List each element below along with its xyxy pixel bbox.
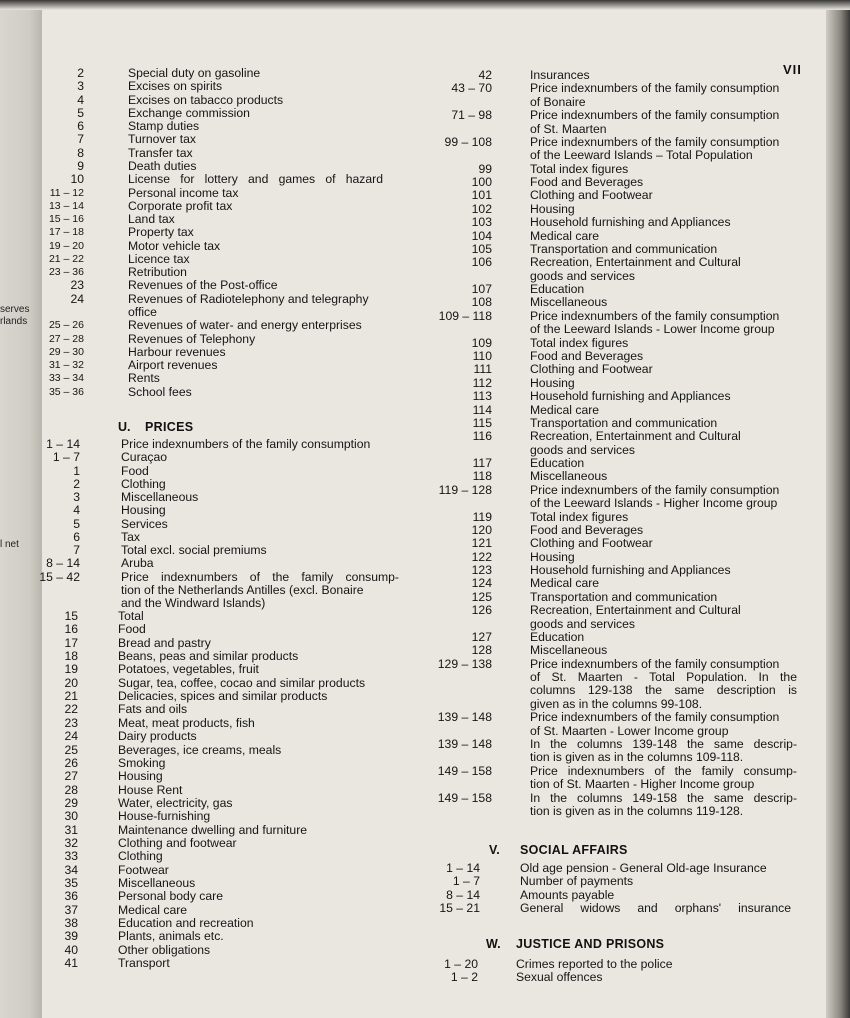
entry-description: Transport [118,956,170,971]
entry-column-number: 109 – 118 [438,308,492,323]
section-title-justice: JUSTICE AND PRISONS [516,937,665,951]
entry-column-number: 113 [472,389,492,404]
entry-description: Stamp duties [128,119,200,134]
entry-column-number: 126 [471,603,492,618]
entry-description: Curaçao [121,450,168,465]
entry-column-number: 119 – 128 [438,482,492,497]
entry-description: Total [118,609,144,623]
entry-description: Excises on tabacco products [128,92,284,107]
entry-column-number: 115 [472,415,492,430]
entry-description: Fats and oils [118,702,188,717]
entry-description: Services [121,516,168,531]
entry-column-number: 31 [64,822,78,837]
entry-description: Airport revenues [128,358,218,373]
entry-column-number: 2 [73,476,80,491]
entry-column-number: 4 [77,92,84,107]
section-letter-u: U. [118,420,131,434]
entry-description: Transportation and communication [530,589,718,604]
entry-description: Delicacies, spices and similar products [118,689,328,704]
entry-column-number: 1 [73,463,80,478]
entry-description: of St. Maarten - Total Population. In the [530,670,797,685]
entry-description: In the columns 139-148 the same descrip- [530,737,797,751]
entry-description: Total index figures [530,161,629,176]
entry-column-number: 26 [64,755,78,770]
entry-column-number: 1 – 7 [452,874,480,889]
entry-column-number: 149 – 158 [437,763,492,778]
entry-description: Education and recreation [118,916,254,931]
entry-description: Education [530,456,585,471]
entry-description: Transportation and communication [530,241,718,256]
entry-description: Special duty on gasoline [128,66,261,80]
entry-column-number: 8 – 14 [46,556,80,571]
entry-description: Price indexnumbers of the family consumption [530,308,780,323]
entry-column-number: 1 – 20 [444,957,478,971]
entry-column-number: 6 [73,529,80,544]
entry-column-number: 10 [70,172,84,187]
entry-description: Crimes reported to the police [516,957,673,971]
entry-column-number: 30 [64,809,78,824]
entry-column-number: 22 [64,702,78,717]
entry-column-number: 23 [64,715,78,730]
entry-description: Price indexnumbers of the family consumption [121,437,371,451]
entry-column-number: 116 [472,429,492,444]
entry-description: Revenues of water- and energy enterprises [128,318,362,333]
entry-description: House Rent [118,782,183,797]
entry-description: Medical care [530,228,600,243]
entry-column-number: 100 [471,175,492,190]
page-number: VII [783,62,802,77]
entry-column-number: 13 – 14 [48,199,84,212]
entry-description: tion is given as in the columns 109-118. [530,750,744,765]
entry-description: tion is given as in the columns 119-128. [530,803,744,818]
entry-description: tion of St. Maarten - Higher Income group [530,777,755,792]
entry-column-number: 27 – 28 [48,332,84,345]
entry-description: Food and Beverages [530,175,644,190]
entry-description: Beverages, ice creams, meals [118,742,282,757]
entry-description: Tax [121,529,140,544]
entry-description: Recreation, Entertainment and Cultural [530,603,741,618]
entry-description: Food [121,463,149,478]
entry-column-number: 1 – 2 [450,970,478,985]
entry-column-number: 32 [64,835,78,850]
entry-column-number: 104 [471,228,492,243]
entry-column-number: 117 [472,456,492,471]
section-letter-w: W. [486,937,501,951]
entry-description: Licence tax [128,251,190,266]
entry-description: Clothing and footwear [118,835,237,850]
entry-column-number: 35 [64,876,78,890]
entry-description: Exchange commission [128,105,250,120]
entry-column-number: 139 – 148 [437,710,492,725]
entry-column-number: 110 [472,348,492,363]
entry-description: goods and services [530,616,636,631]
entry-description: Number of payments [520,874,634,889]
entry-description: of Bonaire [530,94,586,109]
entry-column-number: 28 [64,782,78,797]
entry-column-number: 24 [70,291,84,306]
entry-description: of St. Maarten - Lower Income group [530,723,729,738]
entry-description: Miscellaneous [530,295,608,310]
entry-description: Housing [121,503,166,518]
entry-description: Education [530,629,585,644]
entry-description: tion of the Netherlands Antilles (excl. Bonaire [121,582,364,597]
entry-column-number: 23 – 36 [48,266,84,279]
entry-description: columns 129-138 the same description is [530,683,797,698]
entry-column-number: 33 – 34 [48,372,84,385]
entry-column-number: 121 [471,536,492,551]
entry-description: Food and Beverages [530,348,644,363]
entry-column-number: 19 [64,662,78,677]
entry-column-number: 103 [471,215,492,230]
entry-description: office [128,305,157,320]
entry-description: Food and Beverages [530,522,644,537]
entry-column-number: 29 – 30 [48,345,84,358]
entry-column-number: 105 [471,241,492,256]
entry-column-number: 129 – 138 [437,656,492,671]
entry-description: Maintenance dwelling and furniture [118,822,308,837]
entry-description: Potatoes, vegetables, fruit [118,662,259,677]
entry-column-number: 127 [471,629,492,644]
entry-column-number: 5 [73,516,80,531]
entry-column-number: 101 [471,188,492,203]
entry-column-number: 17 [64,635,78,650]
entry-column-number: 42 [478,68,492,82]
entry-column-number: 9 [77,158,84,173]
entry-description: Total index figures [530,335,629,350]
entry-column-number: 139 – 148 [437,737,492,751]
entry-description: Miscellaneous [118,876,196,890]
entry-description: Housing [530,549,575,564]
entry-description: Transfer tax [128,145,193,160]
entry-description: and the Windward Islands) [121,596,266,610]
entry-column-number: 24 [64,729,78,744]
entry-column-number: 3 [77,79,84,94]
entry-column-number: 124 [471,576,492,591]
entry-description: Revenues of Radiotelephony and telegraphy [128,291,369,306]
entry-description: Household furnishing and Appliances [530,389,731,404]
entry-description: Recreation, Entertainment and Cultural [530,429,741,444]
entry-column-number: 118 [472,469,492,484]
entry-description: Aruba [121,556,154,571]
entry-column-number: 125 [471,589,492,604]
entry-column-number: 122 [471,549,492,564]
book-spine-shadow [826,0,850,1018]
entry-description: Personal body care [118,889,224,904]
entry-column-number: 21 – 22 [48,252,84,265]
entry-description: Price indexnumbers of the family consumption [530,710,780,725]
entry-description: Housing [118,769,163,784]
entry-column-number: 21 [64,689,78,704]
entry-column-number: 23 [70,278,84,293]
entry-description: Retribution [128,265,187,280]
entry-description: Miscellaneous [121,490,199,504]
entry-column-number: 35 – 36 [48,385,84,398]
entry-description: Food [118,622,146,637]
entry-column-number: 1 – 14 [446,861,480,875]
entry-description: Rents [128,371,160,386]
entry-column-number: 99 [478,161,492,176]
entry-column-number: 120 [471,522,492,537]
edge-fragment: rlands [0,316,28,327]
entry-column-number: 17 – 18 [48,226,84,239]
entry-column-number: 3 [73,490,80,504]
entry-description: Sugar, tea, coffee, cocao and similar products [118,675,366,690]
entry-column-number: 123 [471,563,492,578]
entry-description: Meat, meat products, fish [118,715,255,730]
entry-column-number: 41 [64,956,78,971]
entry-column-number: 111 [473,362,492,377]
entry-column-number: 16 [64,622,78,637]
entry-description: of the Leeward Islands – Total Population [530,148,753,163]
entry-description: Price indexnumbers of the family consump- [121,569,399,584]
entry-column-number: 128 [471,643,492,658]
entry-column-number: 5 [77,105,84,120]
entry-column-number: 71 – 98 [451,108,492,123]
entry-description: Medical care [118,902,188,917]
entry-description: Death duties [128,158,197,173]
entry-column-number: 109 [471,335,492,350]
entry-description: Clothing and Footwear [530,536,653,551]
entry-column-number: 15 – 21 [439,900,480,915]
entry-column-number: 25 – 26 [48,319,84,332]
entry-column-number: 149 – 158 [437,790,492,805]
entry-description: Total index figures [530,509,629,524]
entry-description: goods and services [530,268,636,283]
entry-description: Medical care [530,402,600,417]
entry-column-number: 33 [64,849,78,864]
edge-fragment: l net [0,539,19,550]
entry-description: Price indexnumbers of the family consumption [530,482,780,497]
entry-description: Price indexnumbers of the family consumption [530,108,780,123]
entry-column-number: 37 [64,902,78,917]
entry-column-number: 8 [77,145,84,160]
entry-description: Clothing [121,476,166,491]
entry-description: Medical care [530,576,600,591]
entry-description: Land tax [128,212,175,227]
entry-column-number: 114 [472,402,492,417]
entry-description: Price indexnumbers of the family consump- [530,763,797,778]
edge-fragment: serves [0,304,30,315]
entry-description: Motor vehicle tax [128,238,221,253]
entry-description: Price indexnumbers of the family consumption [530,656,780,671]
entry-description: Harbour revenues [128,344,226,359]
entry-description: Other obligations [118,942,211,957]
entry-column-number: 107 [471,282,492,297]
entry-description: Plants, animals etc. [118,929,224,944]
entry-description: Dairy products [118,729,197,744]
entry-column-number: 1 – 14 [46,437,80,451]
entry-description: Revenues of Telephony [128,331,256,346]
entry-description: Smoking [118,755,166,770]
entry-column-number: 43 – 70 [451,81,492,96]
entry-description: Clothing and Footwear [530,188,653,203]
entry-column-number: 20 [64,675,78,690]
section-title-prices: PRICES [145,420,194,434]
entry-column-number: 25 [64,742,78,757]
entry-description: Housing [530,375,575,390]
entry-description: Corporate profit tax [128,198,233,213]
entry-description: Price indexnumbers of the family consumption [530,134,780,149]
entry-description: Old age pension - General Old-age Insurance [520,861,767,875]
entry-description: Miscellaneous [530,469,608,484]
entry-description: goods and services [530,442,636,457]
entry-column-number: 40 [64,942,78,957]
entry-column-number: 31 – 32 [48,359,84,372]
top-shadow [0,0,850,10]
entry-description: Housing [530,201,575,216]
entry-column-number: 1 – 7 [52,450,80,465]
entry-column-number: 106 [471,255,492,270]
entry-description: Footwear [118,862,169,877]
entry-description: Transportation and communication [530,415,718,430]
entry-column-number: 112 [472,375,492,390]
entry-column-number: 39 [64,929,78,944]
entry-column-number: 4 [73,503,80,518]
entry-column-number: 119 [472,509,492,524]
entry-column-number: 15 [64,609,78,623]
entry-column-number: 27 [64,769,78,784]
entry-description: given as in the columns 99-108. [530,696,703,711]
entry-description: Clothing and Footwear [530,362,653,377]
entry-description: Water, electricity, gas [118,795,233,810]
section-title-social-affairs: SOCIAL AFFAIRS [520,843,628,857]
entry-column-number: 8 – 14 [446,887,480,902]
entry-description: of the Leeward Islands - Lower Income group [530,322,775,337]
entry-description: Miscellaneous [530,643,608,658]
entry-description: Total excl. social premiums [121,543,267,557]
entry-description: School fees [128,384,192,399]
entry-description: House-furnishing [118,809,211,824]
entry-description: Amounts payable [520,887,615,902]
entry-description: General widows and orphans' insurance [520,900,791,915]
entry-description: License for lottery and games of hazard [128,172,383,187]
entry-column-number: 102 [471,201,492,216]
entry-description: Turnover tax [128,132,196,147]
entry-description: Personal income tax [128,185,239,200]
entry-column-number: 6 [77,119,84,134]
entry-description: Household furnishing and Appliances [530,563,731,578]
entry-description: Beans, peas and similar products [118,649,299,664]
entry-column-number: 7 [77,132,84,147]
entry-column-number: 38 [64,916,78,931]
entry-description: Price indexnumbers of the family consumption [530,81,780,96]
entry-description: Sexual offences [516,970,603,985]
entry-description: Clothing [118,849,163,864]
entry-description: of St. Maarten [530,121,607,136]
entry-description: Excises on spirits [128,79,223,94]
entry-column-number: 7 [73,543,80,557]
entry-description: In the columns 149-158 the same descrip- [530,790,797,805]
entry-column-number: 15 – 16 [48,213,84,226]
entry-column-number: 2 [77,66,84,80]
entry-column-number: 18 [64,649,78,664]
entry-description: of the Leeward Islands - Higher Income group [530,496,778,511]
entry-column-number: 15 – 42 [39,569,80,584]
entry-column-number: 108 [471,295,492,310]
entry-column-number: 99 – 108 [444,134,492,149]
entry-column-number: 36 [64,889,78,904]
entry-description: Bread and pastry [118,635,211,650]
entry-column-number: 19 – 20 [48,239,84,252]
entry-description: Revenues of the Post-office [128,278,278,293]
entry-column-number: 34 [64,862,78,877]
entry-description: Insurances [530,68,590,82]
entry-description: Recreation, Entertainment and Cultural [530,255,741,270]
entry-description: Household furnishing and Appliances [530,215,731,230]
section-letter-v: V. [489,843,500,857]
entry-column-number: 11 – 12 [49,186,84,199]
entry-column-number: 29 [64,795,78,810]
entry-description: Education [530,282,585,297]
entry-description: Property tax [128,225,194,240]
